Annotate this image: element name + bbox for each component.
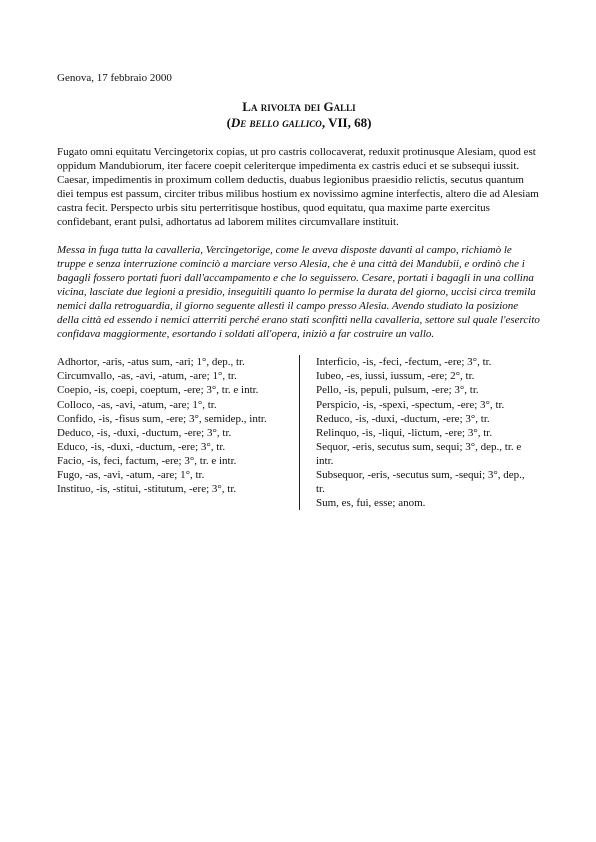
vocabulary-left-column — [57, 355, 299, 510]
title-block — [57, 99, 541, 131]
vocab-entry: Relinquo, -is, -liqui, -lictum, -ere; 3°, tr. — [316, 426, 493, 439]
vocab-entry: Pello, -is, pepuli, pulsum, -ere; 3°, tr. — [316, 384, 479, 397]
vocab-entry: Sum, es, fui, esse; anom. — [316, 497, 426, 510]
work-title: De bello gallico — [230, 115, 322, 130]
vocab-entry: Perspicio, -is, -spexi, -spectum, -ere; 3°, tr. — [316, 398, 505, 411]
vocabulary-section — [57, 355, 541, 510]
vocab-entry: Subsequor, -eris, -secutus sum, -sequi; 3°, dep., tr. — [316, 468, 525, 496]
vocab-entry: Deduco, -is, -duxi, -ductum, -ere; 3°, tr. — [57, 426, 232, 439]
subtitle-open-paren: ( — [226, 115, 231, 130]
vocab-entry: Circumvallo, -as, -avi, -atum, -are; 1°, tr. — [57, 370, 237, 383]
vocabulary-right-column — [299, 355, 536, 510]
vocab-entry: Interficio, -is, -feci, -fectum, -ere; 3°, tr. — [316, 356, 492, 369]
vocab-entry: Instituo, -is, -stitui, -stitutum, -ere; 3°, tr. — [57, 483, 237, 496]
date-line: Genova, 17 febbraio 2000 — [57, 72, 172, 84]
vocab-entry: Iubeo, -es, iussi, iussum, -ere; 2°, tr. — [316, 370, 475, 383]
vocab-entry: Reduco, -is, -duxi, -ductum, -ere; 3°, tr. — [316, 412, 490, 425]
document-subtitle — [57, 115, 541, 131]
vocab-entry: Coepio, -is, coepi, coeptum, -ere; 3°, tr. e intr. — [57, 384, 259, 397]
document-page — [57, 72, 541, 510]
work-reference: , VII, 68) — [321, 115, 372, 130]
vocab-entry: Confido, -is, -fisus sum, -ere; 3°, semidep., intr. — [57, 412, 267, 425]
italian-translation: Messa in fuga tutta la cavalleria, Vercingetorige, come le aveva disposte davanti al campo, richiamò le truppe e senza interruzione cominciò a marciare verso Alesia, che è una città dei Mandubii, e ordinò che i bagagli fossero portati fuori dall'accampamento e che lo seguissero. Cesare, portati i bagagli in una collina vicina, lasciate due legioni a presidio, inseguitili quanto lo permise la durata del giorno, uccisi circa tremila nemici dalla retroguardia, il giorno seguente allestì il campo presso Alesia. Avendo studiato la posizione della città ed essendo i nemici atterriti perché erano stati sconfitti nella cavalleria, settore sul quale l'esercito confidava maggiormente, esortando i soldati all'opera, iniziò a far costruire un vallo. — [57, 243, 540, 341]
vocab-entry: Sequor, -eris, secutus sum, sequi; 3°, dep., tr. e intr. — [316, 440, 522, 467]
latin-passage: Fugato omni equitatu Vercingetorix copias, ut pro castris collocaverat, reduxit protinusque Alesiam, quod est oppidum Mandubiorum, iter facere coepit celeriterque impedimenta ex castris educi et se subsequi iussit. Caesar, impedimentis in proximum collem deductis, duabus legionibus praesidio relictis, secutus quantum diei tempus est passum, circiter tribus milibus hostium ex novissimo agmine interfectis, altero die ad Alesiam castra fecit. Perspecto urbis situ perterritisque hostibus, quod equitatu, qua maxime parte exercitus confidebant, erant pulsi, adhortatus ad laborem milites circumvallare instituit. — [57, 146, 539, 229]
vocab-entry: Adhortor, -aris, -atus sum, -ari; 1°, dep., tr. — [57, 356, 245, 369]
vocab-entry: Fugo, -as, -avi, -atum, -are; 1°, tr. — [57, 468, 205, 481]
vocab-entry: Colloco, -as, -avi, -atum, -are; 1°, tr. — [57, 398, 217, 411]
vocab-entry: Educo, -is, -duxi, -ductum, -ere; 3°, tr. — [57, 440, 226, 453]
vocab-entry: Facio, -is, feci, factum, -ere; 3°, tr. e intr. — [57, 454, 237, 467]
document-title: La rivolta dei Galli — [242, 99, 356, 114]
